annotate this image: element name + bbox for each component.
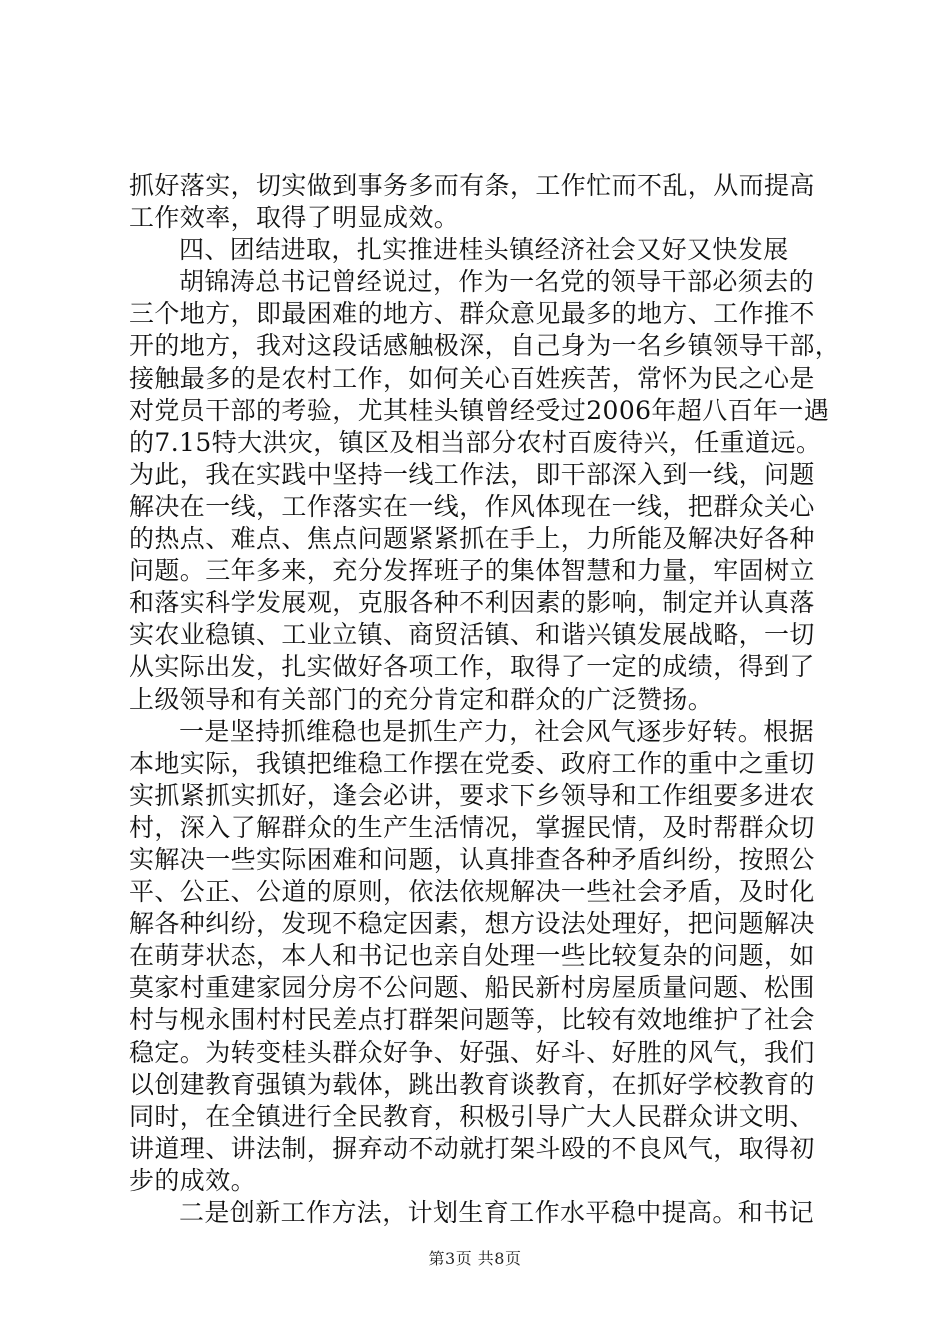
- text-line: 步的成效。: [129, 1165, 257, 1195]
- text-line: 四、团结进取，扎实推进桂头镇经济社会又好又快发展: [179, 235, 789, 265]
- text-line: 以创建教育强镇为载体，跳出教育谈教育，在抓好学校教育的: [129, 1069, 815, 1099]
- text-line: 同时，在全镇进行全民教育，积极引导广大人民群众讲文明、: [129, 1101, 815, 1131]
- text-line: 抓好落实，切实做到事务多而有条，工作忙而不乱，从而提高: [129, 171, 815, 200]
- text-line: 实农业稳镇、工业立镇、商贸活镇、和谐兴镇发展战略，一切: [129, 620, 815, 650]
- text-line: 问题。三年多来，充分发挥班子的集体智慧和力量，牢固树立: [129, 556, 815, 586]
- text-line: 二是创新工作方法，计划生育工作水平稳中提高。和书记: [179, 1198, 815, 1227]
- text-line: 平、公正、公道的原则，依法依规解决一些社会矛盾，及时化: [129, 877, 815, 907]
- text-line: 三个地方，即最困难的地方、群众意见最多的地方、工作推不: [129, 299, 815, 329]
- text-line: 在萌芽状态，本人和书记也亲自处理一些比较复杂的问题，如: [129, 941, 815, 971]
- text-line: 为此，我在实践中坚持一线工作法，即干部深入到一线，问题: [129, 459, 815, 489]
- text-line: 解各种纠纷，发现不稳定因素，想方设法处理好，把问题解决: [129, 909, 815, 939]
- document-body: [129, 170, 841, 1229]
- text-line: 工作效率，取得了明显成效。: [129, 203, 460, 233]
- text-line: 开的地方，我对这段话感触极深，自己身为一名乡镇领导干部，: [129, 331, 841, 361]
- text-line: 对党员干部的考验，尤其桂头镇曾经受过2006年超八百年一遇: [129, 395, 830, 425]
- text-line: 村，深入了解群众的生产生活情况，掌握民情，及时帮群众切: [129, 812, 815, 842]
- text-line: 和落实科学发展观，克服各种不利因素的影响，制定并认真落: [129, 588, 815, 618]
- text-line: 胡锦涛总书记曾经说过，作为一名党的领导干部必须去的: [179, 267, 815, 297]
- text-line: 从实际出发，扎实做好各项工作，取得了一定的成绩，得到了: [129, 652, 815, 682]
- text-line: 实解决一些实际困难和问题，认真排查各种矛盾纠纷，按照公: [129, 844, 815, 874]
- text-line: 上级领导和有关部门的充分肯定和群众的广泛赞扬。: [129, 684, 714, 714]
- text-line: 讲道理、讲法制，摒弃动不动就打架斗殴的不良风气，取得初: [129, 1133, 815, 1163]
- text-line: 稳定。为转变桂头群众好争、好强、好斗、好胜的风气，我们: [129, 1037, 815, 1067]
- text-line: 的热点、难点、焦点问题紧紧抓在手上，力所能及解决好各种: [129, 524, 815, 554]
- text-line: 本地实际，我镇把维稳工作摆在党委、政府工作的重中之重切: [129, 748, 815, 778]
- text-line: 的7.15特大洪灾，镇区及相当部分农村百废待兴，任重道远。: [129, 427, 822, 457]
- text-line: 莫家村重建家园分房不公问题、船民新村房屋质量问题、松围: [129, 973, 815, 1003]
- text-line: 村与枧永围村村民差点打群架问题等，比较有效地维护了社会: [129, 1005, 815, 1035]
- text-line: 实抓紧抓实抓好，逢会必讲，要求下乡领导和工作组要多进农: [129, 780, 815, 810]
- text-line: 解决在一线，工作落实在一线，作风体现在一线，把群众关心: [129, 491, 815, 521]
- text-line: 接触最多的是农村工作，如何关心百姓疾苦，常怀为民之心是: [129, 363, 815, 393]
- page-footer: 第3页 共8页: [428, 1249, 522, 1268]
- text-line: 一是坚持抓维稳也是抓生产力，社会风气逐步好转。根据: [179, 716, 815, 746]
